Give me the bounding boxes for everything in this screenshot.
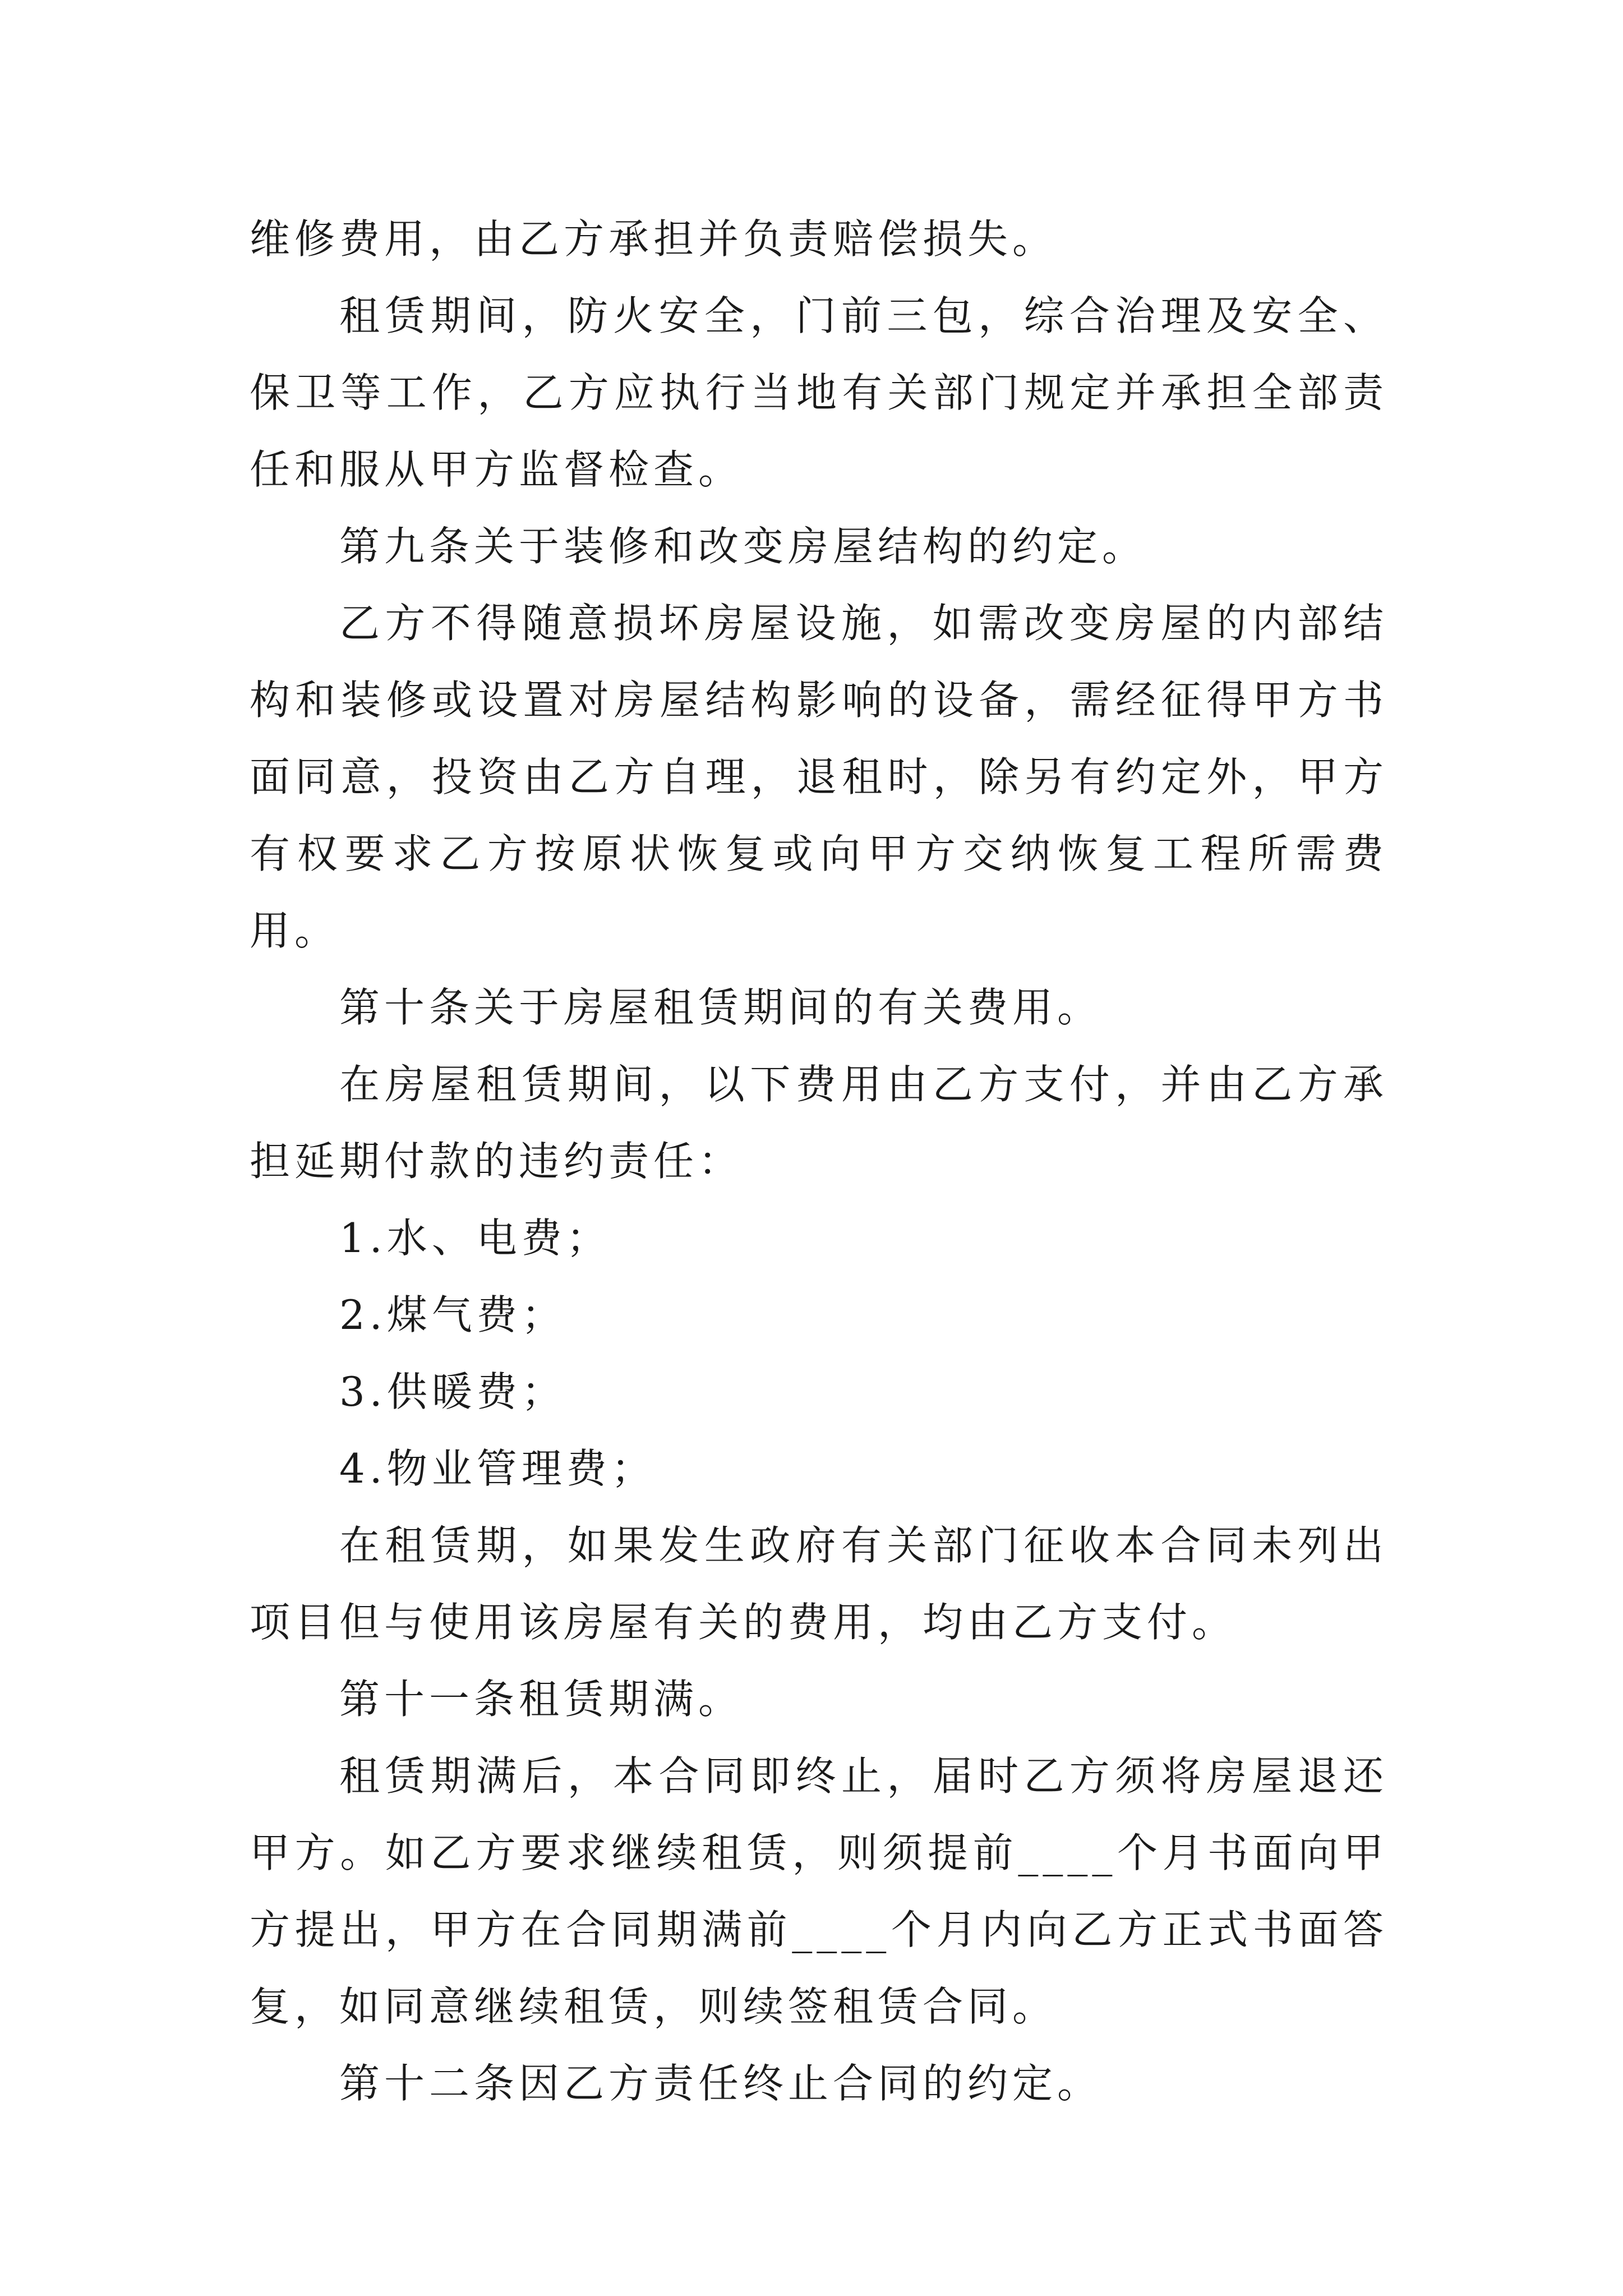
paragraph-lease-expiry: 租赁期满后，本合同即终止，届时乙方须将房屋退还甲方。如乙方要求继续租赁，则须提前____个月书面向甲方提出，甲方在合同期满前____个月内向乙方正式书面答复，如同意继续租赁，则续签租赁合同。 [250, 1752, 1388, 2030]
article-9-heading: 第九条关于装修和改变房屋结构的约定。 [339, 523, 1147, 570]
article-10-heading: 第十条关于房屋租赁期间的有关费用。 [339, 984, 1103, 1031]
list-item-utilities: 1.水、电费； [339, 1214, 611, 1262]
article-11-heading: 第十一条租赁期满。 [339, 1676, 744, 1723]
list-item-gas: 2.煤气费； [339, 1291, 566, 1338]
paragraph-fees-intro: 在房屋租赁期间，以下费用由乙方支付，并由乙方承担延期付款的违约责任： [250, 1061, 1388, 1185]
article-12-heading: 第十二条因乙方责任终止合同的约定。 [339, 2060, 1103, 2107]
paragraph-renovation-terms: 乙方不得随意损坏房屋设施，如需改变房屋的内部结构和装修或设置对房屋结构影响的设备，需经征得甲方书面同意，投资由乙方自理，退租时，除另有约定外，甲方有权要求乙方按原状恢复或向甲方交纳恢复工程所需费用。 [250, 600, 1388, 954]
paragraph-safety-duties: 租赁期间，防火安全，门前三包，综合治理及安全、保卫等工作，乙方应执行当地有关部门规定并承担全部责任和服从甲方监督检查。 [250, 292, 1388, 493]
list-item-heating: 3.供暖费； [339, 1368, 566, 1415]
list-item-property-management: 4.物业管理费； [339, 1445, 656, 1492]
paragraph-repair-costs: 维修费用，由乙方承担并负责赔偿损失。 [250, 215, 1058, 263]
paragraph-government-fees: 在租赁期，如果发生政府有关部门征收本合同未列出项目但与使用该房屋有关的费用，均由乙方支付。 [250, 1522, 1388, 1646]
document-body [250, 201, 1388, 2122]
